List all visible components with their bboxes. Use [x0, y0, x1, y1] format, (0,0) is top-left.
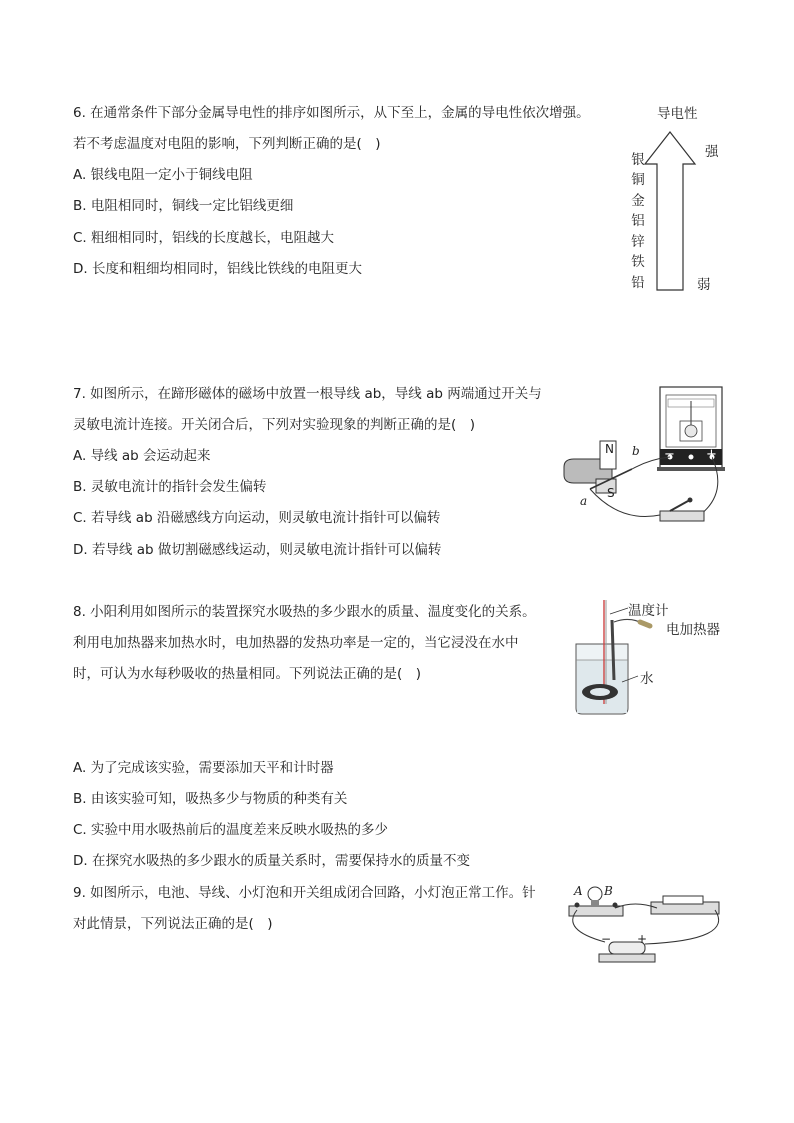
q8-option-c: C. 实验中用水吸热前后的温度差来反映水吸热的多少	[73, 822, 389, 838]
water-label: 水	[640, 671, 654, 687]
q6-stem-line-1: 6. 在通常条件下部分金属导电性的排序如图所示，从下至上，金属的导电性依次增强。	[73, 105, 590, 121]
metal-gold: 金	[631, 193, 645, 209]
conductivity-title: 导电性	[657, 106, 698, 122]
metal-copper: 铜	[631, 172, 645, 188]
south-pole-label: S	[607, 486, 615, 500]
q8-stem-line-2: 利用电加热器来加热水时，电加热器的发热功率是一定的，当它浸没在水中	[73, 635, 519, 651]
q6-option-a: A. 银线电阻一定小于铜线电阻	[73, 167, 253, 183]
q6-stem-line-2: 若不考虑温度对电阻的影响，下列判断正确的是( )	[73, 136, 381, 152]
q7-option-b: B. 灵敏电流计的指针会发生偏转	[73, 479, 267, 495]
battery-plus-label: +	[637, 932, 648, 946]
plus-terminal-label: +	[706, 447, 717, 462]
q8-option-d: D. 在探究水吸热的多少跟水的质量关系时，需要保持水的质量不变	[73, 853, 470, 869]
metal-zinc: 锌	[631, 234, 645, 250]
q6-option-c: C. 粗细相同时，铝线的长度越长，电阻越大	[73, 230, 335, 246]
north-pole-label: N	[605, 442, 614, 456]
beaker-figure	[570, 600, 735, 720]
q7-stem-line-1: 7. 如图所示，在蹄形磁体的磁场中放置一根导线 ab，导线 ab 两端通过开关与	[73, 386, 542, 402]
minus-terminal-label: −	[664, 447, 675, 462]
metal-silver: 银	[631, 152, 645, 168]
q8-stem-line-3: 时，可认为水每秒吸收的热量相同。下列说法正确的是( )	[73, 666, 422, 682]
terminal-b-label: B	[604, 884, 613, 898]
conductivity-figure	[615, 100, 735, 300]
circuit-drawing	[565, 880, 730, 970]
heater-label: 电加热器	[666, 622, 720, 638]
galvanometer-figure	[560, 383, 730, 528]
q7-option-a: A. 导线 ab 会运动起来	[73, 448, 211, 464]
q7-stem-line-2: 灵敏电流计连接。开关闭合后，下列对实验现象的判断正确的是( )	[73, 417, 476, 433]
terminal-a-label: A	[574, 884, 583, 898]
wire-end-b-label: b	[632, 444, 640, 458]
weak-label: 弱	[697, 277, 711, 293]
q8-stem-line-1: 8. 小阳利用如图所示的装置探究水吸热的多少跟水的质量、温度变化的关系。	[73, 604, 536, 620]
metal-iron: 铁	[631, 254, 645, 270]
strong-label: 强	[705, 144, 719, 160]
q6-option-b: B. 电阻相同时，铜线一定比铝线更细	[73, 198, 294, 214]
q9-stem-line-2: 对此情景，下列说法正确的是( )	[73, 916, 273, 932]
metal-lead: 铅	[631, 275, 645, 291]
thermometer-label: 温度计	[628, 603, 669, 619]
metal-aluminum: 铝	[631, 213, 645, 229]
q8-option-b: B. 由该实验可知，吸热多少与物质的种类有关	[73, 791, 348, 807]
wire-end-a-label: a	[580, 494, 588, 508]
circuit-figure	[565, 880, 730, 970]
battery-minus-label: −	[601, 932, 612, 946]
q6-option-d: D. 长度和粗细均相同时，铝线比铁线的电阻更大	[73, 261, 362, 277]
q7-option-c: C. 若导线 ab 沿磁感线方向运动，则灵敏电流计指针可以偏转	[73, 510, 441, 526]
q8-option-a: A. 为了完成该实验，需要添加天平和计时器	[73, 760, 334, 776]
q9-stem-line-1: 9. 如图所示，电池、导线、小灯泡和开关组成闭合回路，小灯泡正常工作。针	[73, 885, 536, 901]
q7-option-d: D. 若导线 ab 做切割磁感线运动，则灵敏电流计指针可以偏转	[73, 542, 442, 558]
